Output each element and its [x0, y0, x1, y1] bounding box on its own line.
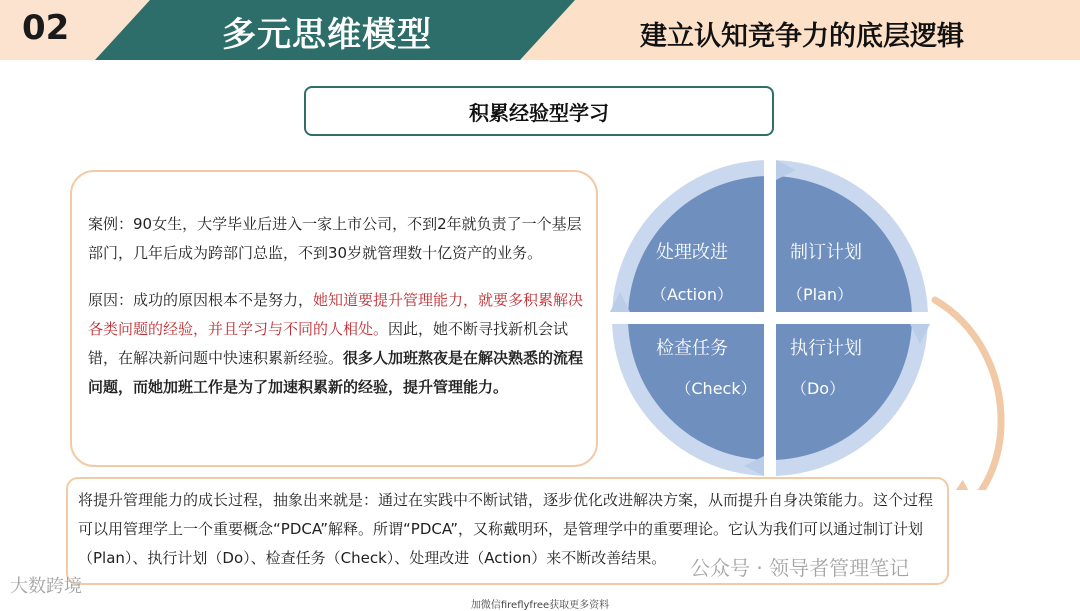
- footer-note: 加微信fireflyfree获取更多资料: [470, 600, 610, 611]
- case-text: [88, 210, 593, 402]
- quadrant-do-title: 执行计划: [790, 338, 862, 359]
- case-paragraph: 案例：90女生，大学毕业后进入一家上市公司，不到2年就负责了一个基层部门，几年后成为跨部门总监，不到30岁就管理数十亿资产的业务。: [88, 215, 582, 262]
- section-title-box: [304, 86, 774, 136]
- quadrant-action-sub: （Action）: [650, 285, 734, 304]
- reason-prefix: 原因：成功的原因根本不是努力，: [88, 291, 314, 309]
- section-number: 02: [22, 8, 70, 48]
- header-banner: [0, 0, 1080, 60]
- connector-arrow: [935, 300, 1001, 490]
- quadrant-action-title: 处理改进: [656, 242, 728, 263]
- summary-text: 将提升管理能力的成长过程，抽象出来就是：通过在实践中不断试错，逐步优化改进解决方案，从而提升自身决策能力。这个过程可以用管理学上一个重要概念“PDCA”解释。所谓“PDCA”，又称戴明环，是管理学中的重要理论。它认为我们可以通过制订计划（Plan）、执行计划（Do）、检查任务（Check）、处理改进（Action）来不断改善结果。: [78, 491, 934, 567]
- watermark-right: 公众号 · 领导者管理笔记: [690, 556, 910, 580]
- quadrant-check-title: 检查任务: [656, 338, 728, 359]
- quadrant-plan-title: 制订计划: [790, 242, 862, 263]
- reason-middle: 因此，她不断寻找新机会试错，在解决新问题中快速积累新经验。: [88, 320, 569, 367]
- section-title: 积累经验型学习: [469, 100, 609, 125]
- watermark-left: 大数跨境: [10, 576, 82, 597]
- main-title: 多元思维模型: [222, 15, 432, 55]
- reason-highlight: 她知道要提升管理能力，就要多积累解决各类问题的经验，并且学习与不同的人相处。: [88, 291, 584, 338]
- pdca-diagram: [600, 150, 1020, 490]
- quadrant-check-sub: （Check）: [675, 379, 757, 398]
- quadrant-do-sub: （Do）: [790, 379, 846, 398]
- reason-paragraph: [88, 286, 593, 402]
- reason-bold: 很多人加班熬夜是在解决熟悉的流程问题，而她加班工作是为了加速积累新的经验，提升管理能力。: [88, 349, 584, 396]
- subtitle: 建立认知竞争力的底层逻辑: [640, 21, 964, 52]
- pdca-horizontal-divider: [608, 312, 932, 324]
- quadrant-plan-sub: （Plan）: [786, 285, 854, 304]
